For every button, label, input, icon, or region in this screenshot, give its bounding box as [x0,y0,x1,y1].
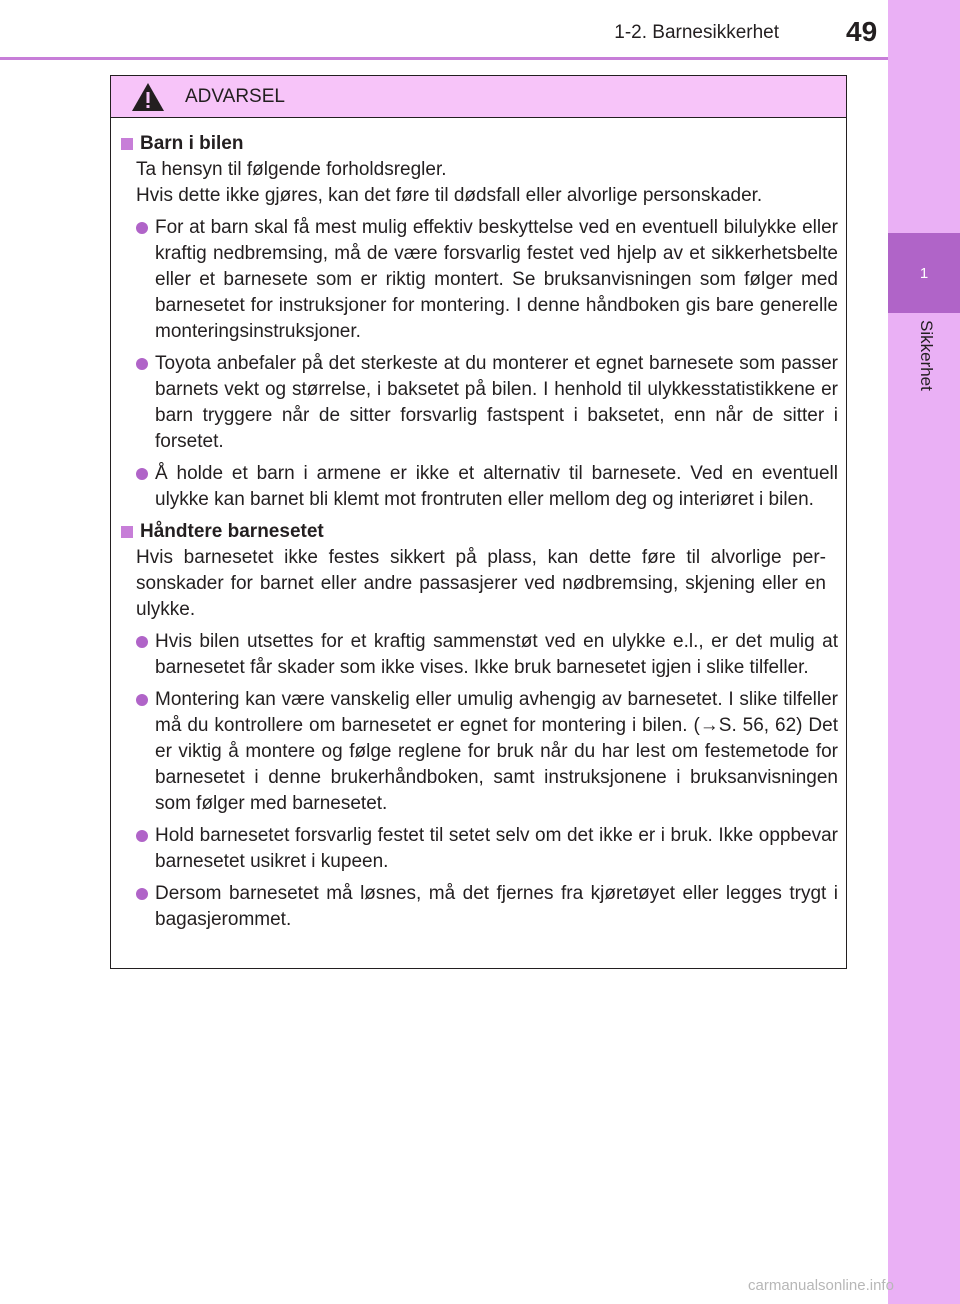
circle-bullet-icon [136,468,148,480]
circle-bullet-icon [136,222,148,234]
section-intro: Ta hensyn til følgende forholdsregler. [136,159,447,180]
list-item-text: Å holde et barn i armene er ikke et alternativ til barnesete. Ved en eventuell ulykke kan barnet bli klemt mot frontruten eller mellom deg og interiøret i bilen. [155,463,838,510]
circle-bullet-icon [136,358,148,370]
watermark: carmanualsonline.info [748,1277,894,1294]
circle-bullet-icon [136,888,148,900]
list-item [121,351,838,455]
section-heading-text: Håndtere barnesetet [140,521,324,542]
section-intro: Hvis barnesetet ikke festes sikkert på plass, kan dette føre til alvorlige personskader for barnet eller andre passasjerer ved nødbremsing, skjening eller en ulykke. [136,547,826,620]
section-heading [121,131,838,157]
section-handling-child-seat [121,519,838,933]
warning-body [111,118,846,933]
side-band [888,0,960,1304]
list-item-text: For at barn skal få mest mulig effektiv beskyttelse ved en eventuell bilulykke eller kraftig nedbremsing, må de være forsvarlig festet ved hjelp av et sikkerhetsbelte eller et barnesete som er riktig montert. Se bruksanvisningen som følger med barnesetet for instruksjoner for montering. I denne håndboken gis bare generelle monteringsinstruksjoner. [155,217,838,342]
list-item [121,461,838,513]
chapter-label: Sikkerhet [917,320,936,391]
square-bullet-icon [121,526,133,538]
section-intro-2: Hvis dette ikke gjøres, kan det føre til dødsfall eller alvorlige personskader. [136,185,763,206]
section-heading [121,519,838,545]
warning-triangle-icon [131,82,165,112]
chapter-tab[interactable] [888,233,960,313]
section-children-in-car [121,131,838,513]
list-item-text: Toyota anbefaler på det sterkeste at du monterer et egnet barnesete som passer barnets vekt og størrelse, i baksetet på bilen. I henhold til ulykkesstatistikkene er barn tryggere når de sitter forsvarlig fastspent i baksetet, enn når de sitter i forsetet. [155,353,838,452]
page-number: 49 [846,16,878,47]
section-title: 1-2. Barnesikkerhet [614,22,779,43]
circle-bullet-icon [136,830,148,842]
list-item-text: Montering kan være vanskelig eller umulig avhengig av barnesetet. I slike tilfeller må du kontrollere om barnesetet er egnet for montering i bilen. (→S. 56, 62) Det er viktig å montere og følge reglene for bruk når du har lest om festemetode for barnesetet i denne brukerhåndboken, samt instruksjonene i bruksanvisningen som følger med barnesetet. [155,689,838,814]
section-heading-text: Barn i bilen [140,133,244,154]
list-item-text: Hvis bilen utsettes for et kraftig sammenstøt ved en ulykke e.l., er det mulig at barnesetet får skader som ikke vises. Ikke bruk barnesetet igjen i slike tilfeller. [155,631,838,678]
list-item [121,881,838,933]
warning-box [110,75,847,969]
header-divider [0,57,888,60]
chapter-number: 1 [919,264,929,282]
list-item [121,687,838,817]
circle-bullet-icon [136,636,148,648]
list-item-text: Dersom barnesetet må løsnes, må det fjernes fra kjøretøyet eller legges trygt i bagasjerommet. [155,883,838,930]
list-item-text: Hold barnesetet forsvarlig festet til setet selv om det ikke er i bruk. Ikke oppbevar barnesetet usikret i kupeen. [155,825,838,872]
list-item [121,629,838,681]
circle-bullet-icon [136,694,148,706]
list-item [121,215,838,345]
square-bullet-icon [121,138,133,150]
warning-title: ADVARSEL [185,85,285,107]
warning-header [111,76,846,118]
list-item [121,823,838,875]
